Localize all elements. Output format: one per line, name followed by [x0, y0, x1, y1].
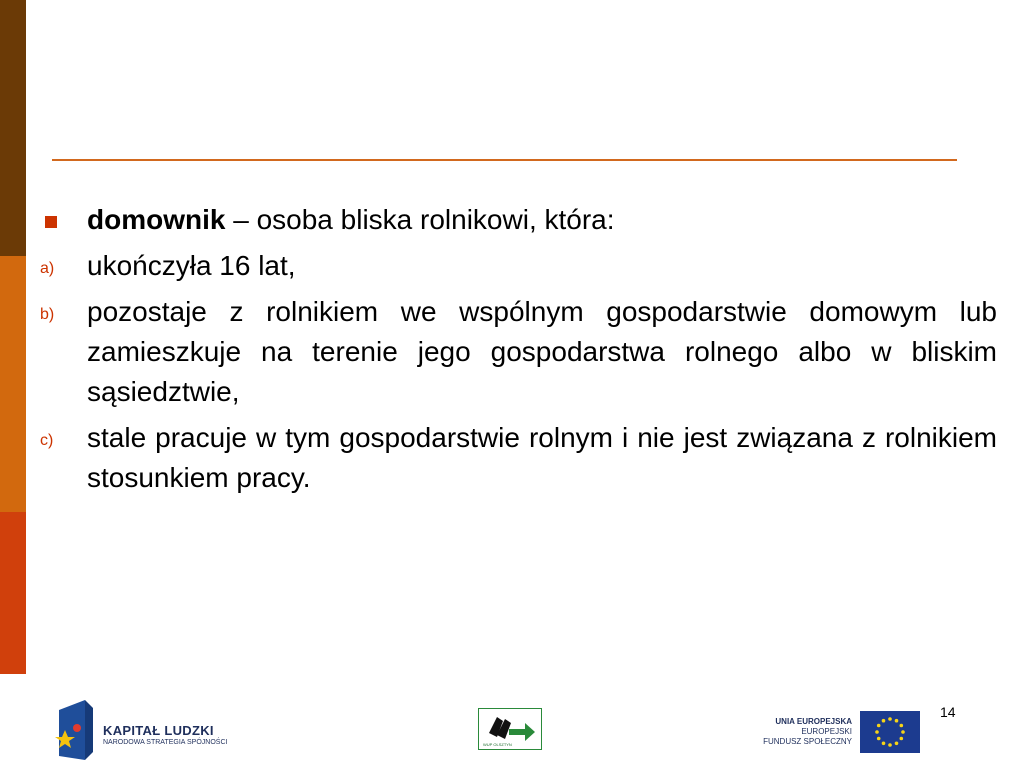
- definition-rest: – osoba bliska rolnikowi, która:: [225, 204, 615, 235]
- left-bar-bottom-segment: [0, 512, 26, 674]
- definition-text: [87, 200, 997, 240]
- list-marker-a: a): [40, 260, 55, 277]
- list-text-a: ukończyła 16 lat,: [87, 250, 296, 281]
- left-bar-top-segment: [0, 0, 26, 256]
- list-item-b: [40, 292, 997, 412]
- eu-line-3: FUNDUSZ SPOŁECZNY: [763, 737, 852, 746]
- wup-olsztyn-logo: [478, 708, 542, 750]
- eu-social-fund-logo: [763, 711, 920, 755]
- slide-body: [40, 200, 997, 498]
- kapital-ludzki-subtitle: NARODOWA STRATEGIA SPÓJNOŚCI: [103, 739, 228, 746]
- square-bullet-icon: [45, 216, 57, 228]
- wup-label: WUP OLSZTYN: [483, 742, 512, 747]
- list-item-a: [40, 246, 997, 286]
- eu-flag-icon: [860, 711, 920, 753]
- list-item-c: [40, 418, 997, 498]
- page-number: 14: [940, 704, 956, 720]
- left-bar-middle-segment: [0, 256, 26, 512]
- kapital-ludzki-logo: [55, 700, 245, 762]
- kapital-ludzki-title: KAPITAŁ LUDZKI: [103, 723, 214, 738]
- kapital-ludzki-emblem-icon: [55, 700, 95, 760]
- eu-line-2: EUROPEJSKI: [801, 727, 852, 736]
- list-marker-c: c): [40, 432, 54, 449]
- definition-term: domownik: [87, 204, 226, 235]
- left-color-bar: [0, 0, 26, 768]
- eu-line-1: UNIA EUROPEJSKA: [775, 717, 852, 726]
- list-marker-b: b): [40, 306, 55, 323]
- list-text-b: pozostaje z rolnikiem we wspólnym gospodarstwie domowym lub zamieszkuje na terenie jego gospodarstwa rolnego albo w bliskim sąsiedztwie,: [87, 296, 997, 407]
- wup-emblem-icon: [479, 711, 541, 743]
- title-divider-line: [52, 159, 957, 161]
- eu-text-block: [763, 717, 852, 747]
- definition-bullet: [40, 200, 997, 240]
- list-text-c: stale pracuje w tym gospodarstwie rolnym i nie jest związana z rolnikiem stosunkiem pracy.: [87, 422, 997, 493]
